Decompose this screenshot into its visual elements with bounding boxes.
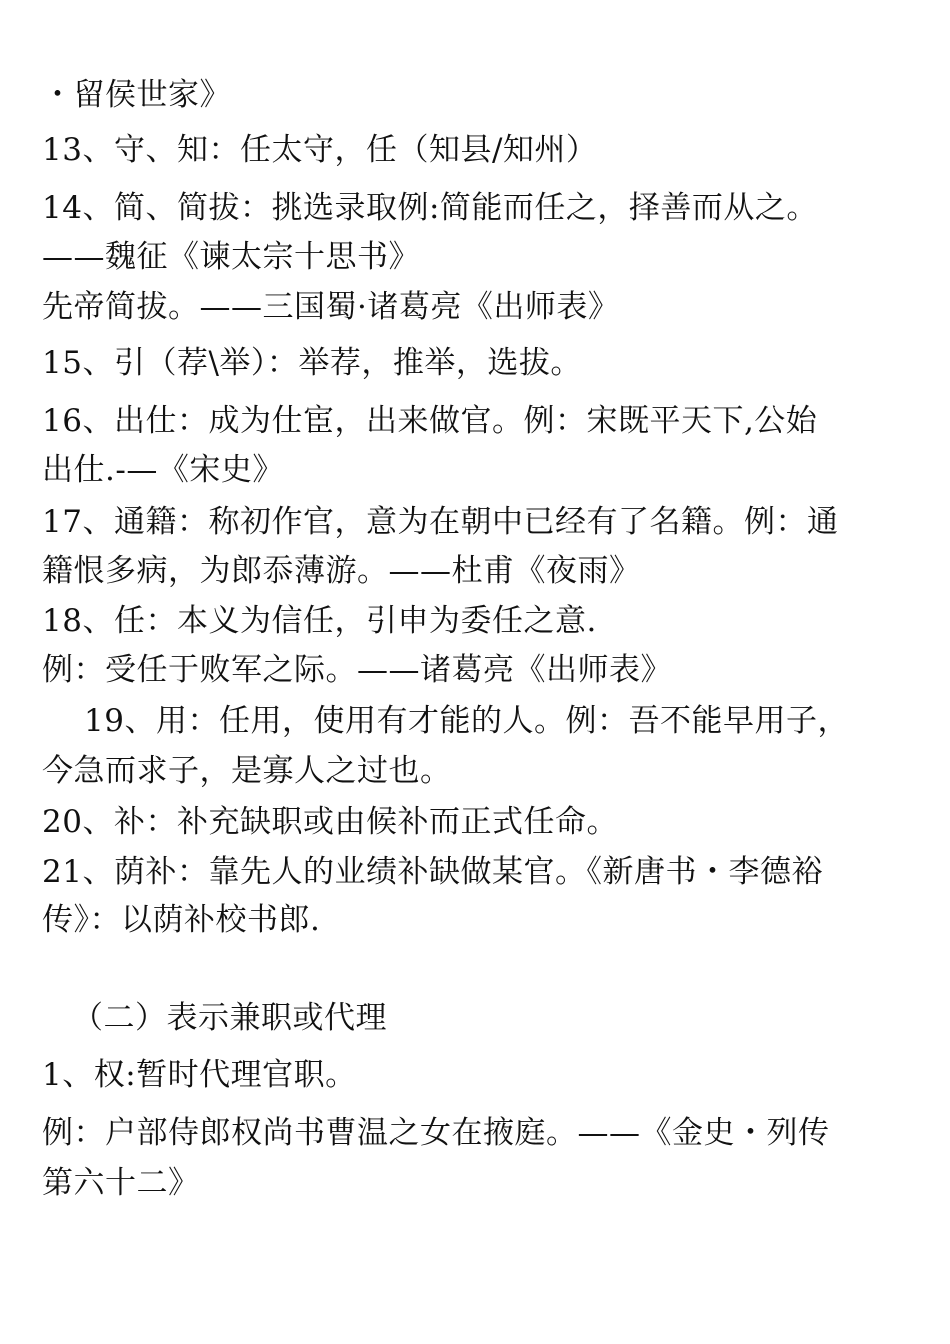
text-line-item-19-cont: 今急而求子，是寡人之过也。 [42, 753, 452, 789]
text-line-item-18: 18、任：本义为信任，引申为委任之意. [42, 603, 597, 639]
text-line-item-16: 16、出仕：成为仕宦，出来做官。例：宋既平天下,公始 [42, 403, 818, 439]
text-line-item-14-source: ——魏征《谏太宗十思书》 [42, 239, 420, 275]
text-line-item-14: 14、简、简拔：挑选录取例:简能而任之，择善而从之。 [42, 190, 818, 226]
text-line-item-17-cont: 籍恨多病，为郎忝薄游。——杜甫《夜雨》 [42, 553, 641, 589]
text-line-item-14-example: 先帝简拔。——三国蜀·诸葛亮《出师表》 [42, 289, 620, 325]
text-line-item-21: 21、荫补：靠先人的业绩补缺做某官。《新唐书・李德裕 [42, 854, 823, 890]
text-line-item-18-example: 例：受任于败军之际。——诸葛亮《出师表》 [42, 652, 672, 688]
text-line-item-19: 19、用：任用，使用有才能的人。例：吾不能早用子， [84, 703, 849, 739]
text-line-item-17: 17、通籍：称初作官，意为在朝中已经有了名籍。例：通 [42, 504, 839, 540]
text-line-item-16-cont: 出仕.-—《宋史》 [42, 452, 284, 488]
text-line-item-13: 13、守、知：任太守，任（知县/知州） [42, 132, 598, 168]
section-heading-part-2: （二）表示兼职或代理 [72, 1000, 387, 1036]
text-line-item-15: 15、引（荐\举）：举荐，推举，选拔。 [42, 345, 582, 381]
text-line-part2-item-1: 1、权:暂时代理官职。 [42, 1057, 357, 1093]
text-line-liuhou-shijia: ・留侯世家》 [42, 77, 231, 113]
text-line-item-21-cont: 传》：以荫补校书郎. [42, 902, 321, 938]
text-line-part2-item-1-example: 例：户部侍郎权尚书曹温之女在掖庭。——《金史・列传 [42, 1115, 830, 1151]
text-line-item-20: 20、补：补充缺职或由候补而正式任命。 [42, 804, 618, 840]
text-line-part2-item-1-cont: 第六十二》 [42, 1165, 200, 1201]
